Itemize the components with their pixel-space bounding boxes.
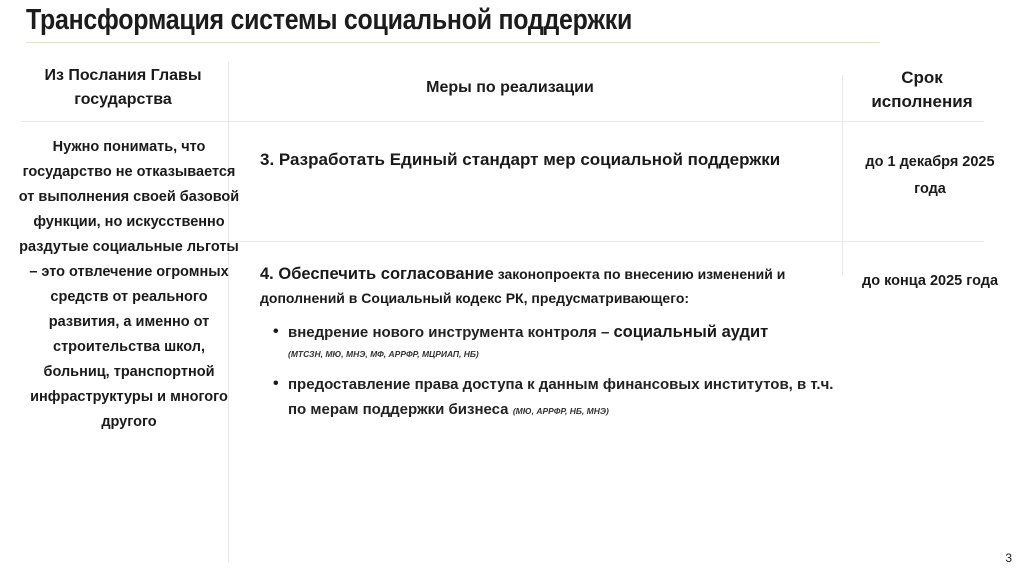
- bullet-2-agencies: (МЮ, АРРФР, НБ, МНЭ): [512, 406, 609, 416]
- measure-4-rest: законопроекта по внесению изменений и дополнений в Социальный кодекс РК, предусматривающего:: [260, 266, 786, 306]
- page-title: Трансформация системы социальной поддержки: [26, 4, 633, 36]
- header-divider: [22, 121, 984, 122]
- page-number: 3: [1005, 551, 1012, 565]
- deadline-measure-4: до конца 2025 года: [861, 273, 999, 289]
- column-header-measures: Меры по реализации: [426, 79, 594, 96]
- column-divider-right: [842, 75, 843, 275]
- bullet-2: [288, 372, 848, 424]
- bullet-1-bold: социальный аудит: [613, 323, 769, 341]
- measure-4-strong: Обеспечить согласование: [278, 265, 494, 283]
- bullet-marker: •: [273, 375, 279, 392]
- title-divider: [26, 42, 880, 43]
- column-header-message: Из Послания Главы государства: [44, 67, 202, 108]
- measure-3: 3. Разработать Единый стандарт мер социальной поддержки: [260, 150, 781, 169]
- row-divider: [228, 241, 984, 242]
- bullet-2-text: предоставление права доступа к данным финансовых институтов, в т.ч. по мерам поддержки бизнеса: [288, 376, 834, 418]
- bullet-marker: •: [273, 323, 279, 340]
- measure-4: [260, 262, 840, 310]
- bullet-1-text: внедрение нового инструмента контроля –: [288, 324, 614, 341]
- bullet-1: [288, 320, 848, 345]
- bullet-1-agencies: (МТСЗН, МЮ, МНЭ, МФ, АРРФР, МЦРИАП, НБ): [288, 349, 479, 359]
- message-quote: Нужно понимать, что государство не отказывается от выполнения своей базовой функции, но искусственно раздутые социальные льготы – это отвлечение огромных средств от реального развития, а именно от строительства школ, больниц, транспортной инфраструктуры и многого другого: [18, 139, 240, 430]
- deadline-measure-3: до 1 декабря 2025 года: [865, 154, 995, 197]
- measure-4-number: 4.: [260, 265, 279, 283]
- column-header-deadline: Срок исполнения: [871, 68, 973, 111]
